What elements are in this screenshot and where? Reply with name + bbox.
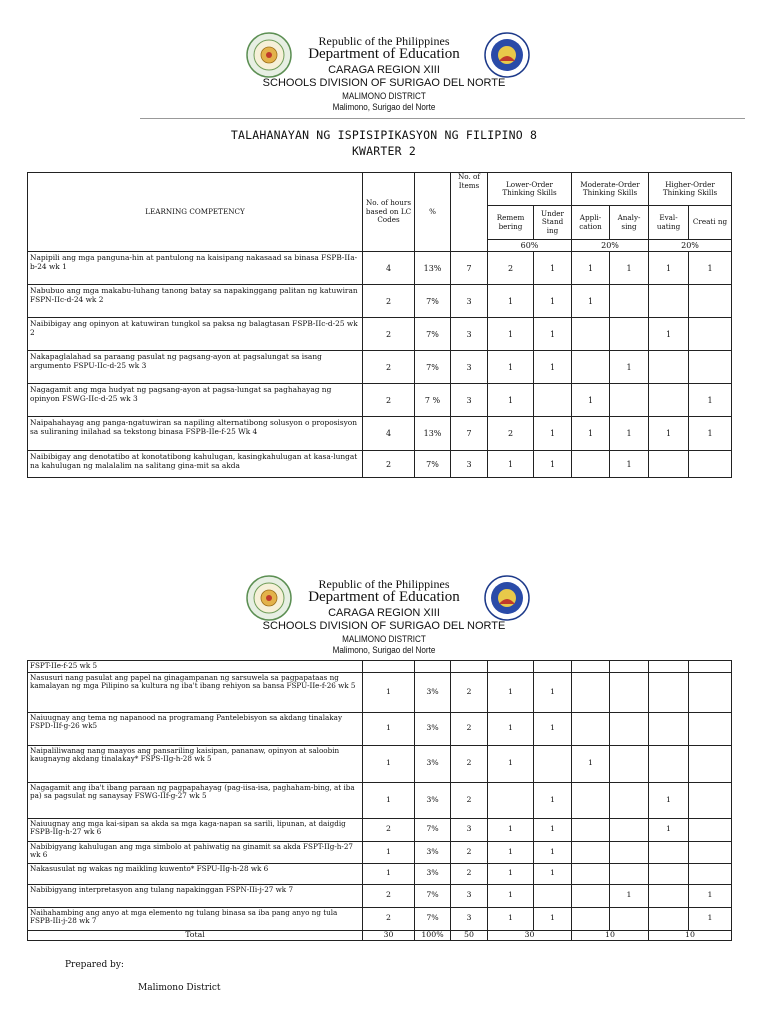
items-cell: 2: [451, 745, 488, 782]
total-moderate-cell: 10: [572, 930, 649, 940]
app-cell: 1: [572, 384, 610, 417]
items-cell: 2: [451, 712, 488, 745]
pct-cell: 7%: [415, 285, 451, 318]
table-row: [28, 318, 732, 351]
hours-cell: 1: [363, 745, 415, 782]
competency-cell: Naiuugnay ang tema ng napanood na programang Pantelebisyon sa akdang tinalakay FSPD-IIf-g-26 wk5: [28, 712, 363, 745]
cre-cell: 1: [689, 884, 732, 907]
hours-cell: 4: [363, 417, 415, 451]
und-cell: 1: [534, 451, 572, 478]
cre-cell: 1: [689, 384, 732, 417]
ana-cell: [610, 863, 649, 884]
table-row: [28, 384, 732, 417]
table-row: [28, 672, 732, 712]
cre-cell: [689, 818, 732, 841]
letterhead-bottom: [0, 573, 768, 655]
eva-cell: 1: [649, 252, 689, 285]
ana-cell: [610, 841, 649, 863]
table-row: [28, 451, 732, 478]
rem-cell: 2: [488, 252, 534, 285]
pct-cell: 7%: [415, 318, 451, 351]
total-row: [28, 930, 732, 940]
items-cell: 3: [451, 884, 488, 907]
table-row: [28, 417, 732, 451]
items-cell: 3: [451, 285, 488, 318]
address-label: Malimono, Surigao del Norte: [332, 645, 436, 655]
app-cell: [572, 863, 610, 884]
items-cell: 3: [451, 451, 488, 478]
table-row: [28, 712, 732, 745]
pct-cell: 3%: [415, 782, 451, 818]
ana-cell: 1: [610, 351, 649, 384]
app-cell: [572, 712, 610, 745]
specification-table-top: [27, 172, 732, 478]
evaluating-header: Eval- uating: [649, 206, 689, 240]
lower-order-percent: 60%: [488, 240, 572, 252]
ana-cell: [610, 818, 649, 841]
cre-cell: [689, 712, 732, 745]
eva-cell: 1: [649, 417, 689, 451]
competency-header: LEARNING COMPETENCY: [28, 173, 363, 252]
eva-cell: 1: [649, 318, 689, 351]
cre-cell: [689, 863, 732, 884]
und-cell: 1: [534, 712, 572, 745]
pct-cell: 7%: [415, 907, 451, 930]
rem-cell: 1: [488, 285, 534, 318]
pct-cell: 13%: [415, 417, 451, 451]
region-label: CARAGA REGION XIII: [328, 607, 440, 619]
district-label: MALIMONO DISTRICT: [342, 634, 426, 644]
pct-cell: 3%: [415, 863, 451, 884]
eva-cell: [649, 351, 689, 384]
items-cell: 7: [451, 252, 488, 285]
pct-cell: 7 %: [415, 384, 451, 417]
hours-cell: 2: [363, 318, 415, 351]
ana-cell: [610, 712, 649, 745]
ana-cell: 1: [610, 451, 649, 478]
und-cell: 1: [534, 863, 572, 884]
higher-order-percent: 20%: [649, 240, 732, 252]
total-label: Total: [28, 930, 363, 940]
app-cell: [572, 818, 610, 841]
items-cell: 3: [451, 818, 488, 841]
competency-cell: Nabibigyang interpretasyon ang tulang napakinggan FSPN-IIi-j-27 wk 7: [28, 884, 363, 907]
competency-cell: Naibibigay ang opinyon at katuwiran tungkol sa paksa ng balagtasan FSPB-IIc-d-25 wk 2: [28, 318, 363, 351]
department-label: Department of Education: [308, 46, 460, 62]
und-cell: [534, 745, 572, 782]
hours-cell: 1: [363, 863, 415, 884]
cre-cell: [689, 285, 732, 318]
cre-cell: [689, 451, 732, 478]
competency-cell: Nagagamit ang iba't ibang paraan ng pagpapahayag (pag-iisa-isa, paghaham-bing, at iba pa) sa pagsulat ng sanaysay FSWG-IIf-g-27 wk 5: [28, 782, 363, 818]
competency-cell: Nakapaglalahad sa paraang pasulat ng pagsang-ayon at pagsalungat sa isang argumento FSPU-IIc-d-25 wk 3: [28, 351, 363, 384]
app-cell: 1: [572, 417, 610, 451]
rem-cell: 1: [488, 351, 534, 384]
table-row: [28, 907, 732, 930]
hours-cell: 2: [363, 884, 415, 907]
items-cell: 3: [451, 351, 488, 384]
pct-cell: 13%: [415, 252, 451, 285]
und-cell: 1: [534, 417, 572, 451]
eva-cell: 1: [649, 782, 689, 818]
app-cell: 1: [572, 285, 610, 318]
moderate-order-percent: 20%: [572, 240, 649, 252]
rem-cell: 1: [488, 451, 534, 478]
app-cell: [572, 841, 610, 863]
total-items-cell: 50: [451, 930, 488, 940]
rem-cell: 1: [488, 745, 534, 782]
table-row: [28, 745, 732, 782]
pct-cell: 7%: [415, 818, 451, 841]
table-row: [28, 841, 732, 863]
division-label: SCHOOLS DIVISION OF SURIGAO DEL NORTE: [262, 620, 506, 632]
rem-cell: [488, 782, 534, 818]
address-label: Malimono, Surigao del Norte: [332, 102, 436, 112]
header-divider: [140, 118, 745, 119]
ana-cell: 1: [610, 417, 649, 451]
district-signature-label: Malimono District: [138, 983, 221, 993]
und-cell: 1: [534, 782, 572, 818]
rem-cell: 1: [488, 863, 534, 884]
und-cell: 1: [534, 841, 572, 863]
rem-cell: 1: [488, 712, 534, 745]
ana-cell: [610, 782, 649, 818]
app-cell: [572, 782, 610, 818]
understanding-header: Under Stand ing: [534, 206, 572, 240]
pct-cell: 7%: [415, 451, 451, 478]
eva-cell: 1: [649, 818, 689, 841]
rem-cell: 1: [488, 884, 534, 907]
items-cell: 2: [451, 863, 488, 884]
ana-cell: 1: [610, 884, 649, 907]
table-row: [28, 351, 732, 384]
specification-table-bottom: [27, 660, 732, 941]
hours-header: No. of hours based on LC Codes: [363, 173, 415, 252]
competency-cell: Napipili ang mga panguna-hin at pantulong na kaisipang nakasaad sa binasa FSPB-IIa-b-24 wk 1: [28, 252, 363, 285]
pct-cell: 3%: [415, 712, 451, 745]
competency-cell: Naipaliliwanag nang maayos ang pansariling kaisipan, pananaw, opinyon at saloobin kaugnayng akdang tinalakay* FSPS-IIg-h-28 wk 5: [28, 745, 363, 782]
und-cell: 1: [534, 252, 572, 285]
cre-cell: [689, 745, 732, 782]
app-cell: [572, 451, 610, 478]
table-row: [28, 252, 732, 285]
ana-cell: [610, 672, 649, 712]
pct-cell: 3%: [415, 672, 451, 712]
und-cell: 1: [534, 318, 572, 351]
hours-cell: 2: [363, 907, 415, 930]
pct-cell: 3%: [415, 745, 451, 782]
items-cell: 2: [451, 782, 488, 818]
rem-cell: 1: [488, 841, 534, 863]
hours-cell: 2: [363, 285, 415, 318]
eva-cell: [649, 285, 689, 318]
competency-cell: Nabibigyang kahulugan ang mga simbolo at pahiwatig na ginamit sa akda FSPT-IIg-h-27 wk 6: [28, 841, 363, 863]
und-cell: 1: [534, 672, 572, 712]
region-label: CARAGA REGION XIII: [328, 64, 440, 76]
cre-cell: [689, 782, 732, 818]
und-cell: [534, 884, 572, 907]
items-cell: 3: [451, 907, 488, 930]
rem-cell: 1: [488, 818, 534, 841]
cre-cell: [689, 351, 732, 384]
pct-cell: 7%: [415, 351, 451, 384]
rem-cell: 1: [488, 318, 534, 351]
percent-header: %: [415, 173, 451, 252]
app-cell: 1: [572, 252, 610, 285]
department-label: Department of Education: [308, 589, 460, 605]
hours-cell: 4: [363, 252, 415, 285]
hours-cell: 1: [363, 782, 415, 818]
cre-cell: 1: [689, 907, 732, 930]
table-row: [28, 884, 732, 907]
competency-cell: Nakasusulat ng wakas ng maikling kuwento* FSPU-IIg-h-28 wk 6: [28, 863, 363, 884]
total-percent-cell: 100%: [415, 930, 451, 940]
und-cell: [534, 384, 572, 417]
competency-cell: Naibibigay ang denotatibo at konotatibong kahulugan, kasingkahulugan at kasa-lungat na kahulugan ng malalalim na salitang gina-mit sa akda: [28, 451, 363, 478]
document-subtitle: KWARTER 2: [351, 144, 417, 158]
total-lower-cell: 30: [488, 930, 572, 940]
eva-cell: [649, 841, 689, 863]
ana-cell: [610, 745, 649, 782]
total-hours-cell: 30: [363, 930, 415, 940]
cre-cell: 1: [689, 252, 732, 285]
creating-header: Creati ng: [689, 206, 732, 240]
applying-header: Appli- cation: [572, 206, 610, 240]
eva-cell: [649, 863, 689, 884]
eva-cell: [649, 884, 689, 907]
hours-cell: 2: [363, 818, 415, 841]
cre-cell: [689, 841, 732, 863]
hours-cell: 1: [363, 712, 415, 745]
app-cell: [572, 884, 610, 907]
und-cell: 1: [534, 818, 572, 841]
pct-cell: 3%: [415, 841, 451, 863]
eva-cell: [649, 451, 689, 478]
app-cell: [572, 351, 610, 384]
competency-cell: Naihahambing ang anyo at mga elemento ng tulang binasa sa iba pang anyo ng tula FSPB-IIi-j-28 wk 7: [28, 907, 363, 930]
cre-cell: 1: [689, 417, 732, 451]
eva-cell: [649, 745, 689, 782]
app-cell: [572, 318, 610, 351]
total-higher-cell: 10: [649, 930, 732, 940]
hours-cell: 2: [363, 384, 415, 417]
app-cell: [572, 672, 610, 712]
district-label: MALIMONO DISTRICT: [342, 91, 426, 101]
table-row: [28, 863, 732, 884]
higher-order-header: Higher-Order Thinking Skills: [649, 173, 732, 206]
competency-cell: Naipahahayag ang panga-ngatuwiran sa napiling alternatibong solusyon o proposisyon sa suliraning inilahad sa tekstong binasa FSPB-IIe-f-25 Wk 4: [28, 417, 363, 451]
items-cell: 7: [451, 417, 488, 451]
carry-over-text: FSPT-IIe-f-25 wk 5: [28, 661, 363, 673]
items-header: No. of Items: [451, 173, 488, 252]
cre-cell: [689, 672, 732, 712]
division-label: SCHOOLS DIVISION OF SURIGAO DEL NORTE: [262, 77, 506, 89]
eva-cell: [649, 384, 689, 417]
analyzing-header: Analy- sing: [610, 206, 649, 240]
eva-cell: [649, 907, 689, 930]
competency-cell: Naiuugnay ang mga kai-sipan sa akda sa mga kaga-napan sa sarili, lipunan, at daigdig FSPB-IIg-h-27 wk 6: [28, 818, 363, 841]
hours-cell: 1: [363, 841, 415, 863]
ana-cell: [610, 907, 649, 930]
remembering-header: Remem bering: [488, 206, 534, 240]
prepared-by-label: Prepared by:: [65, 960, 124, 970]
und-cell: 1: [534, 907, 572, 930]
lower-order-header: Lower-Order Thinking Skills: [488, 173, 572, 206]
rem-cell: 2: [488, 417, 534, 451]
document-title: TALAHANAYAN NG ISPISIPIKASYON NG FILIPINO 8: [230, 128, 538, 142]
items-cell: 3: [451, 384, 488, 417]
republic-label: Republic of the Philippines: [318, 577, 450, 591]
pct-cell: 7%: [415, 884, 451, 907]
app-cell: 1: [572, 745, 610, 782]
republic-label: Republic of the Philippines: [318, 34, 450, 48]
items-cell: 3: [451, 318, 488, 351]
ana-cell: 1: [610, 252, 649, 285]
competency-cell: Nagagamit ang mga hudyat ng pagsang-ayon at pagsa-lungat sa paghahayag ng opinyon FSWG-IIc-d-25 wk 3: [28, 384, 363, 417]
letterhead-top: [0, 30, 768, 112]
competency-cell: Nabubuo ang mga makabu-luhang tanong batay sa napakinggang palitan ng katuwiran FSPN-IIc-d-24 wk 2: [28, 285, 363, 318]
app-cell: [572, 907, 610, 930]
hours-cell: 2: [363, 451, 415, 478]
ana-cell: [610, 384, 649, 417]
items-cell: 2: [451, 841, 488, 863]
rem-cell: 1: [488, 672, 534, 712]
hours-cell: 2: [363, 351, 415, 384]
table-row: [28, 285, 732, 318]
rem-cell: 1: [488, 384, 534, 417]
table-row: [28, 782, 732, 818]
und-cell: 1: [534, 351, 572, 384]
rem-cell: 1: [488, 907, 534, 930]
hours-cell: 1: [363, 672, 415, 712]
competency-cell: Nasusuri nang pasulat ang papel na ginagampanan ng sarsuwela sa pagpapataas ng kamalayan ng mga Pilipino sa kultura ng iba't ibang rehiyon sa bansa FSPU-IIe-f-26 wk 5: [28, 672, 363, 712]
ana-cell: [610, 285, 649, 318]
eva-cell: [649, 712, 689, 745]
items-cell: 2: [451, 672, 488, 712]
cre-cell: [689, 318, 732, 351]
ana-cell: [610, 318, 649, 351]
table-row: [28, 818, 732, 841]
eva-cell: [649, 672, 689, 712]
moderate-order-header: Moderate-Order Thinking Skills: [572, 173, 649, 206]
und-cell: 1: [534, 285, 572, 318]
